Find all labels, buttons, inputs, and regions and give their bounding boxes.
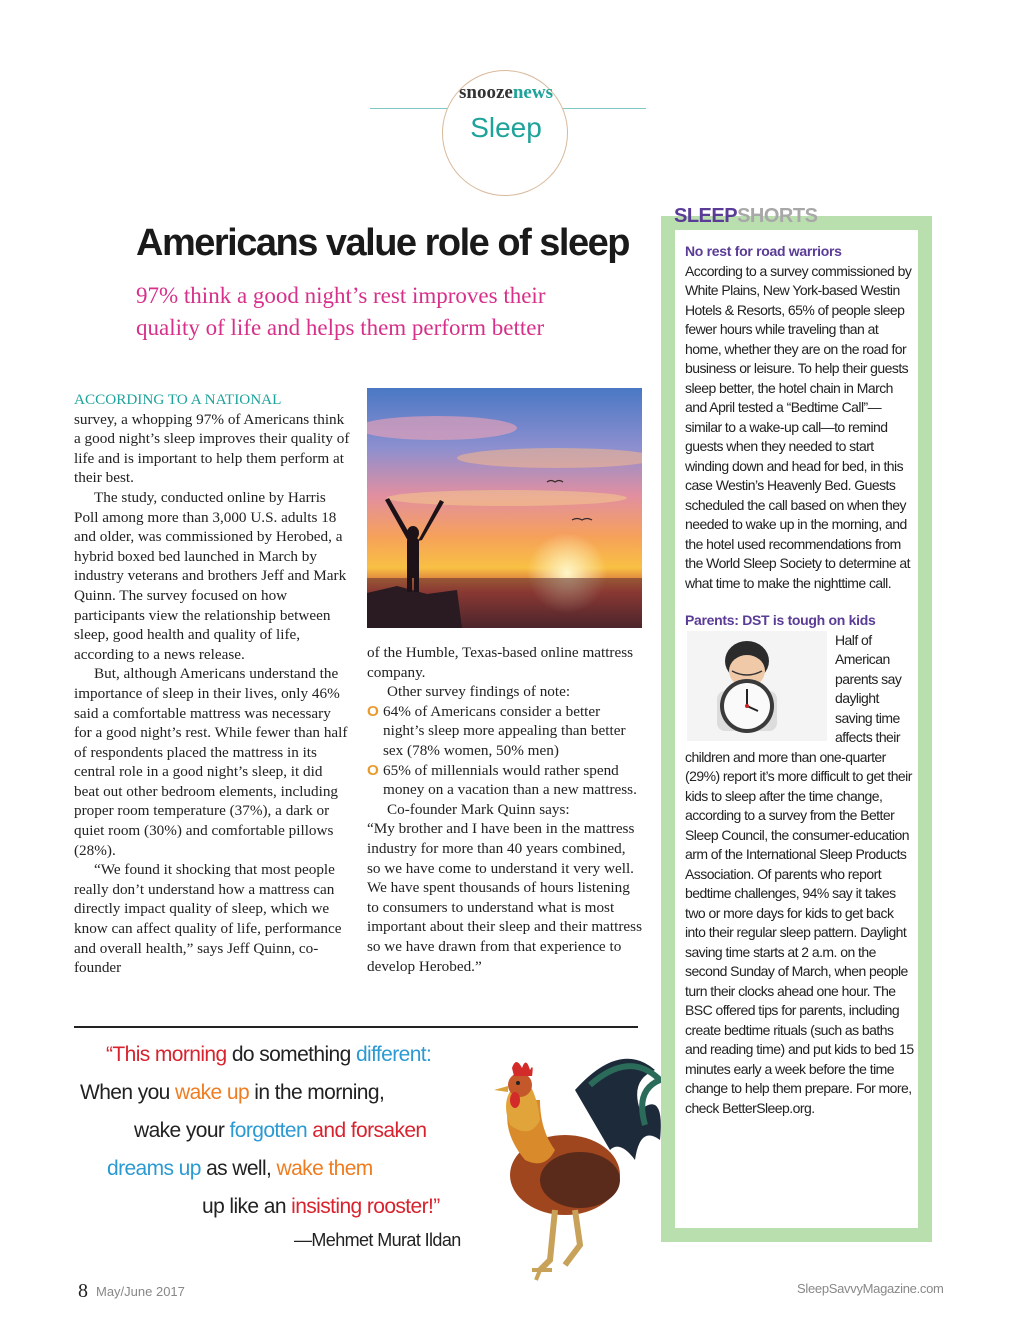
website: SleepSavvyMagazine.com <box>797 1281 944 1296</box>
lead-in: ACCORDING TO A NATIONAL <box>74 391 282 408</box>
paragraph-3: But, although Americans understand the importance of sleep in their lives, only 46% said a comfortable mattress was necessary for a good night’s rest. While fewer than half of respondents placed the mattress in its central role in a good night’s sleep, it did beat out other bedroom elements, including proper room temperature (37%), a dark or quiet room (30%) and comfortable pillows (28%). <box>74 665 348 859</box>
divider-rule <box>74 1026 638 1028</box>
quote-line-3: wake your forgotten and forsaken <box>134 1119 427 1142</box>
bullet-marker: O <box>367 702 379 720</box>
deck <box>136 280 636 344</box>
masthead-brand <box>400 82 612 104</box>
sidebar-heading-1: No rest for road warriors <box>685 243 842 259</box>
paragraph-7: Co-founder Mark Quinn says: <box>387 800 570 818</box>
sidebar-story-2: Half of American parents say daylight saving time affects their children and more than one-quarter (29%) report it’s more difficult to get their kids to sleep after the time change, according to a survey from the Better Sleep Council, the consumer-education arm of the International Sleep Products Association. Of parents who report bedtime challenges, 94% say it takes two or more days for kids to get back into their regular sleep pattern. Daylight saving time starts at 2 a.m. on the second Sunday of March, when people turn their clocks ahead one hour. The BSC offered tips for parents, including create bedtime rituals (such as baths and reading time) and put kids to bed 15 minutes early a week before the time change to help them prepare. For more, check BetterSleep.org. <box>685 631 914 1116</box>
bullet-item-2: O 65% of millennials would rather spend money on a vacation than a new mattress. <box>367 761 637 799</box>
page-number: 8 <box>78 1280 88 1302</box>
sidebar-title: SLEEPSHORTS <box>674 205 818 227</box>
issue-date: May/June 2017 <box>96 1284 185 1299</box>
paragraph-2: The study, conducted online by Harris Poll among more than 3,000 U.S. adults 18 and older, was commissioned by Herobed, a hybrid boxed bed launched in March by industry veterans and brothers Jeff and Mark Quinn. The survey focused on how participants view the relationship between sleep, good health and quality of life, according to a news release. <box>74 488 347 663</box>
brand-part-1: snooze <box>459 82 513 103</box>
quote-line-4: dreams up as well, wake them <box>107 1157 373 1180</box>
brand-part-2: news <box>512 82 553 103</box>
quote-line-2: When you wake up in the morning, <box>80 1081 385 1104</box>
body-column-1 <box>74 390 350 978</box>
bullet-item-1: O 64% of Americans consider a better night’s sleep more appealing than better sex (78% women, 50% men) <box>367 702 626 759</box>
deck-line-1: 97% think a good night’s rest improves their <box>136 283 546 308</box>
sunset-photo <box>367 388 642 628</box>
paragraph-6: Other survey findings of note: <box>387 683 571 701</box>
deck-line-2: quality of life and helps them perform better <box>136 315 545 340</box>
paragraph-4: “We found it shocking that most people really don’t understand how a mattress can directly impact quality of sleep, which we know can affect quality of life, performance and overall health,” says Jeff Quinn, co-founder <box>74 861 342 977</box>
sidebar-story-1: According to a survey commissioned by White Plains, New York-based Westin Hotels & Resorts, 65% of people sleep fewer hours while traveling than at home, whether they are on the road for business or leisure. To help their guests sleep better, the hotel chain in March and April tested a “Bedtime Call”—similar to a wake-up call—to remind guests when they needed to start winding down and head for bed, in this case Westin’s Heavenly Bed. Guests scheduled the call based on when they needed to wake up in the morning, and the hotel used recommendations from the World Sleep Society to determine at what time to make the nighttime call. <box>685 262 912 591</box>
paragraph-1: survey, a whopping 97% of Americans think a good night’s sleep improves their quality of life and is important to help them perform at their best. <box>74 410 350 487</box>
bullet-marker: O <box>367 761 379 779</box>
sidebar-heading-2: Parents: DST is tough on kids <box>685 612 876 628</box>
section-name: Sleep <box>470 112 542 143</box>
quote-line-1: “This morning do something different: <box>106 1043 432 1066</box>
child-with-clock-photo <box>687 631 827 741</box>
paragraph-5: of the Humble, Texas-based online mattress company. <box>367 644 634 681</box>
paragraph-8: “My brother and I have been in the mattress industry for more than 40 years combined, so we have come to understand it very well. We have spent thousands of hours listening to consumers to understand what is most important about their sleep and their mattress so we have drawn from that experience to develop Herobed.” <box>367 820 642 975</box>
headline: Americans value role of sleep <box>136 222 629 264</box>
sidebar-text <box>685 242 915 1118</box>
body-column-2 <box>367 643 642 976</box>
rooster-image <box>470 1030 670 1300</box>
quote-attribution: —Mehmet Murat Ildan <box>294 1230 461 1250</box>
quote-line-5: up like an insisting rooster!” <box>202 1195 440 1218</box>
